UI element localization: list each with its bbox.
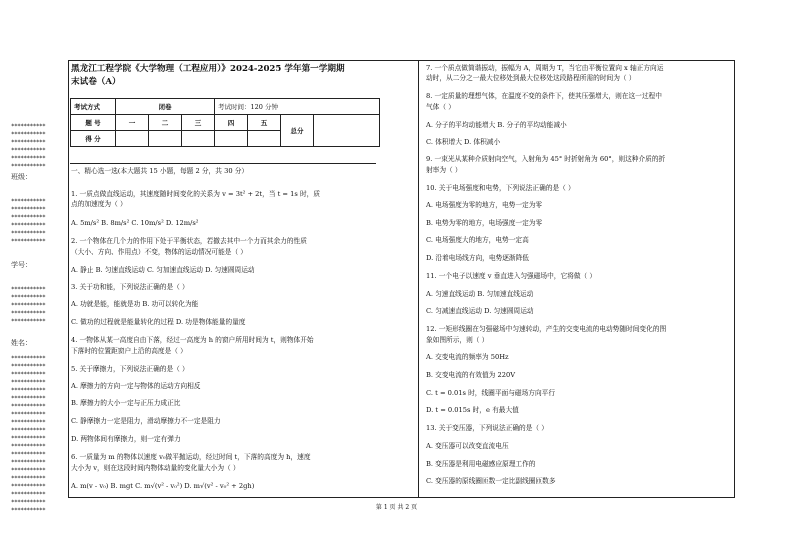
q2-line1: 2. 一个物体在几个力的作用下处于平衡状态，若撤去其中一个力而其余力的性质: [71, 237, 307, 245]
q11-stem: 11. 一个电子以速度 v 垂直进入匀强磁场中，它将做（ ）: [426, 272, 597, 280]
q10-option-b: B. 电势为零的地方，电场强度一定为零: [426, 219, 543, 227]
score-table: [70, 98, 380, 147]
section-rule: [70, 163, 376, 164]
col-1: 一: [116, 115, 149, 131]
q2-options: A. 静止 B. 匀速直线运动 C. 匀加速直线运动 D. 匀速圆周运动: [71, 266, 255, 274]
q9-line2: 射率为（ ）: [426, 166, 462, 174]
column-divider: [418, 60, 419, 498]
binding-dots-bottom: *********** *********** *********** *********** *********** *********** *********** *********** *********** *********** *********** *********** *********** *********** *********** *********** *********** *********** *********** ***********: [11, 355, 46, 514]
binding-dots-top: *********** *********** *********** *********** *********** ***********: [11, 123, 46, 170]
q11-options-ab: A. 匀速直线运动 B. 匀加速直线运动: [426, 290, 534, 298]
q1-options: A. 5m/s² B. 8m/s² C. 10m/s² D. 12m/s²: [71, 219, 199, 227]
score-cell-4[interactable]: [215, 131, 248, 147]
q8-line2: 气体（ ）: [426, 103, 455, 111]
q12-line2: 象如图所示，则（ ）: [426, 336, 489, 344]
q13-option-b: B. 变压器是利用电磁感应原理工作的: [426, 460, 536, 468]
q8-line1: 8. 一定质量的理想气体，在温度不变的条件下，使其压强增大，则在这一过程中: [426, 92, 662, 100]
row-label-question: 题 号: [71, 115, 116, 131]
q5-option-a: A. 摩擦力的方向一定与物体的运动方向相反: [71, 382, 201, 390]
col-2: 二: [149, 115, 182, 131]
binding-dots-mid2: *********** *********** *********** *********** ***********: [11, 286, 46, 325]
q6-line1: 6. 一质量为 m 的物体以速度 v₀做平抛运动，经过时间 t，下落的高度为 h，速度: [71, 453, 311, 461]
q2-line2: （大小、方向、作用点）不变，物体的运动情况可能是（ ）: [71, 248, 247, 256]
q13-option-c: C. 变压器的原线圈匝数一定比副线圈匝数多: [426, 477, 556, 485]
exam-mode-label: 考试方式: [71, 99, 116, 115]
score-cell-1[interactable]: [116, 131, 149, 147]
q6-line2: 大小为 v，则在这段时间内物体动量的变化量大小为（ ）: [71, 464, 240, 472]
q4-line2: 下落时的位置距窗户上沿的高度是（ ）: [71, 347, 187, 355]
q3-stem: 3. 关于功和能，下列说法正确的是（ ）: [71, 283, 189, 291]
score-cell-5[interactable]: [248, 131, 281, 147]
exam-time: 考试时间：120 分钟: [215, 99, 380, 115]
col-5: 五: [248, 115, 281, 131]
section-1-heading: 一、精心选一选(本大题共 15 小题，每题 2 分，共 30 分）: [71, 167, 249, 175]
q12-option-b: B. 交变电流的有效值为 220V: [426, 371, 516, 379]
col-3: 三: [182, 115, 215, 131]
q5-option-d: D. 两物体间有摩擦力，则一定有弹力: [71, 435, 181, 443]
q9-line1: 9. 一束光从某种介质射向空气，入射角为 45° 时折射角为 60°，则这种介质的折: [426, 155, 666, 163]
total-score-cell[interactable]: [314, 115, 380, 147]
binding-dots-mid1: *********** *********** *********** *********** *********** ***********: [11, 198, 46, 245]
q10-option-a: A. 电场强度为零的地方，电势一定为零: [426, 201, 543, 209]
q3-options-ab: A. 功就是能，能就是功 B. 功可以转化为能: [71, 300, 199, 308]
q11-options-cd: C. 匀减速直线运动 D. 匀速圆周运动: [426, 307, 534, 315]
q12-option-d: D. t = 0.015s 时，e 有最大值: [426, 406, 519, 414]
q5-option-c: C. 静摩擦力一定是阻力，滑动摩擦力不一定是阻力: [71, 417, 221, 425]
q12-option-a: A. 交变电流的频率为 50Hz: [426, 353, 509, 361]
q12-line1: 12. 一矩形线圈在匀强磁场中匀速转动，产生的交变电流的电动势随时间变化的图: [426, 325, 667, 333]
q10-stem: 10. 关于电场强度和电势，下列说法正确的是（ ）: [426, 184, 575, 192]
q10-option-d: D. 沿着电场线方向，电势逐渐降低: [426, 254, 529, 262]
score-cell-2[interactable]: [149, 131, 182, 147]
score-cell-3[interactable]: [182, 131, 215, 147]
q7-line2: 动时，从二分之一最大位移处到最大位移处这段路程所需的时间为（ ）: [426, 74, 636, 82]
q3-options-cd: C. 做功的过程就是能量转化的过程 D. 功是物体能量的量度: [71, 318, 246, 326]
row-label-score: 得 分: [71, 131, 116, 147]
class-label: 班级：: [11, 173, 32, 181]
q10-option-c: C. 电场强度大的地方，电势一定高: [426, 236, 529, 244]
q5-option-b: B. 摩擦力的大小一定与正压力成正比: [71, 399, 181, 407]
q1-line2: 点的加速度为（ ）: [71, 200, 127, 208]
col-4: 四: [215, 115, 248, 131]
exam-mode-value: 闭卷: [116, 99, 215, 115]
page-footer: 第 1 页 共 2 页: [375, 504, 418, 511]
exam-title: 黑龙江工程学院《大学物理（工程应用）》2024-2025 学年第一学期期 末试卷（A）: [71, 64, 345, 87]
q13-stem: 13. 关于变压器，下列说法正确的是（ ）: [426, 424, 548, 432]
q12-option-c: C. t = 0.01s 时，线圈平面与磁场方向平行: [426, 389, 556, 397]
student-id-label: 学号：: [11, 261, 32, 269]
q7-line1: 7. 一个质点做简谐振动，振幅为 A，周期为 T，当它由平衡位置向 x 轴正方向运: [426, 64, 664, 72]
name-label: 姓名：: [11, 339, 32, 347]
q8-options-ab: A. 分子的平均动能增大 B. 分子的平均动能减小: [426, 121, 567, 129]
q6-options: A. m(v - v₀) B. mgt C. m√(v² - v₀²) D. m√(v² - v₀² + 2gh): [71, 482, 255, 490]
q13-option-a: A. 变压器可以改变直流电压: [426, 442, 509, 450]
q5-stem: 5. 关于摩擦力，下列说法正确的是（ ）: [71, 365, 189, 373]
q1-line1: 1. 一质点做直线运动，其速度随时间变化的关系为 v = 3t² + 2t，当 t = 1s 时，质: [71, 190, 321, 198]
q8-options-cd: C. 体积增大 D. 体积减小: [426, 138, 501, 146]
q4-line1: 4. 一物体从某一高度自由下落，经过一高度为 h 的窗户所用时间为 t，则物体开始: [71, 336, 314, 344]
total-label: 总分: [281, 115, 314, 147]
